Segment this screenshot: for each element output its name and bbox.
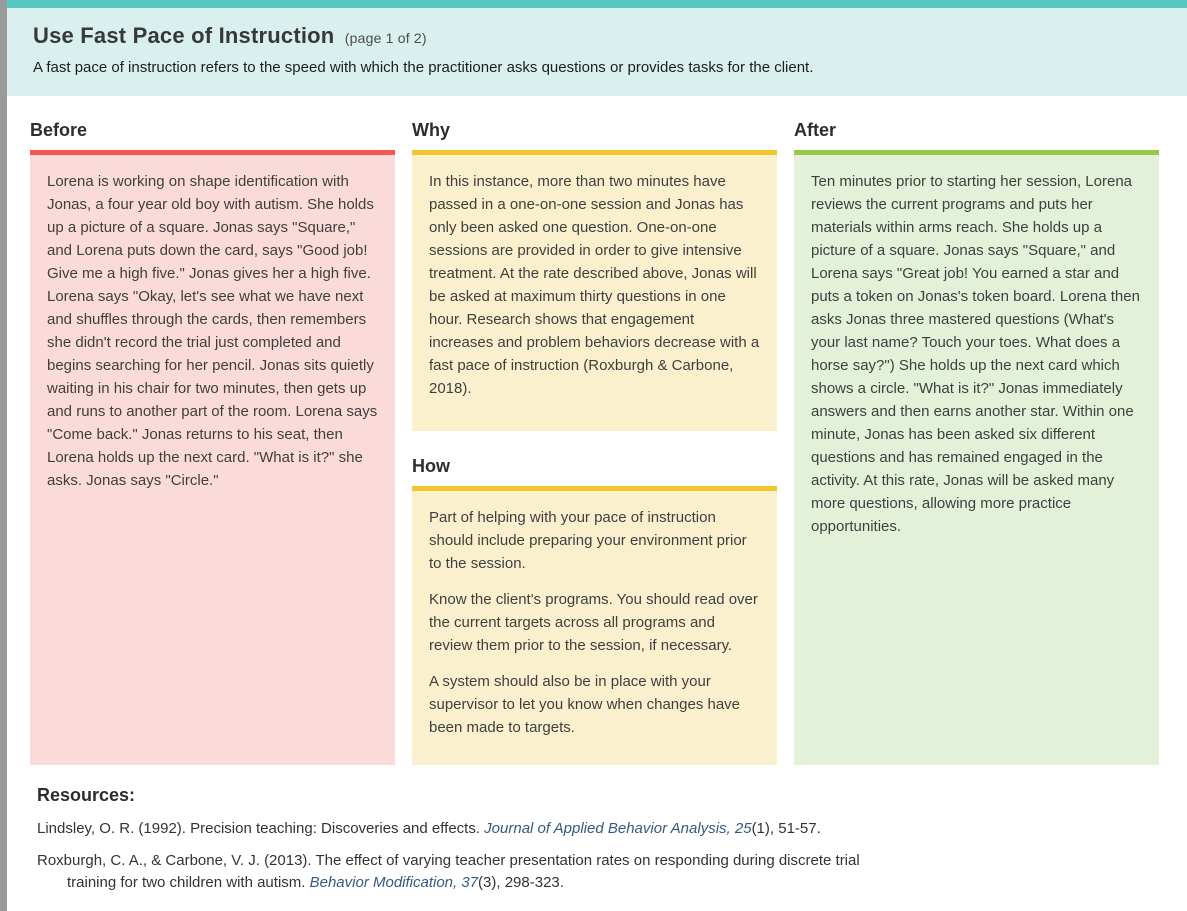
citation-journal: Behavior Modification, 37 — [309, 874, 479, 891]
citation — [37, 850, 885, 894]
why-heading: Why — [412, 120, 450, 140]
page-subtitle: A fast pace of instruction refers to the speed with which the practitioner asks questions or provides tasks for the client. — [33, 59, 814, 76]
page-indicator: (page 1 of 2) — [344, 30, 427, 46]
page-title: Use Fast Pace of Instruction — [33, 23, 335, 48]
page-header — [7, 8, 1187, 96]
before-text: Lorena is working on shape identification with Jonas, a four year old boy with autism. She holds up a picture of a square. Jonas says "Square," and Lorena puts down the card, says "Good job! Give me a high five." Jonas gives her a high five. Lorena says "Okay, let's see what we have next and shuffles through the cards, then remembers she didn't record the trial just completed and begins searching for her pencil. Jonas sits quietly waiting in his chair for two minutes, then gets up and runs to another part of the room. Lorena says "Come back." Jonas returns to his seat, then Lorena holds up the next card. "What is it?" she asks. Jonas says "Circle." — [47, 173, 378, 489]
middle-column — [412, 120, 777, 765]
after-section — [794, 120, 1159, 765]
why-card — [412, 150, 777, 431]
citation — [37, 818, 885, 840]
how-section — [412, 456, 777, 765]
before-section — [30, 120, 395, 765]
after-heading: After — [794, 120, 837, 140]
top-accent-bar — [7, 0, 1187, 8]
citation-pages: (1), 51-57. — [751, 820, 821, 837]
why-section — [412, 120, 777, 431]
how-paragraph: Know the client's programs. You should read over the current targets across all programs and review them prior to the session, if necessary. — [429, 591, 758, 654]
three-column-layout — [30, 120, 1159, 765]
citation-text: Lindsley, O. R. (1992). Precision teaching: Discoveries and effects. — [37, 820, 485, 837]
citation-journal: Journal of Applied Behavior Analysis, 25 — [484, 820, 752, 837]
resources-section — [37, 785, 1159, 894]
before-heading: Before — [30, 120, 88, 140]
after-text: Ten minutes prior to starting her session, Lorena reviews the current programs and puts her materials within arms reach. She holds up a picture of a square. Jonas says "Square," and Lorena says "Great job! You earned a star and puts a token on Jonas's token board. Lorena then asks Jonas three mastered questions (What's your last name? Touch your toes. What does a horse say?") She holds up the next card which shows a circle. "What is it?" Jonas immediately answers and then earns another star. Within one minute, Jonas has been asked six different questions and has remained engaged in the activity. At this rate, Jonas will be asked many more questions, allowing more practice opportunities. — [811, 173, 1140, 535]
how-paragraph: Part of helping with your pace of instruction should include preparing your environment prior to the session. — [429, 509, 747, 572]
how-heading: How — [412, 456, 450, 476]
citation-text: Roxburgh, C. A., & Carbone, V. J. (2013). The effect of varying teacher presentation rates on responding during discrete trial training for two children with autism. — [37, 852, 860, 891]
page-title-row — [33, 23, 1157, 49]
citation-pages: (3), 298-323. — [478, 874, 564, 891]
before-card — [30, 150, 395, 765]
main-area — [7, 0, 1187, 894]
how-paragraph: A system should also be in place with your supervisor to let you know when changes have been made to targets. — [429, 673, 741, 736]
window-left-edge — [0, 0, 7, 911]
resources-heading: Resources: — [37, 785, 136, 805]
after-card — [794, 150, 1159, 765]
how-card — [412, 486, 777, 765]
why-text: In this instance, more than two minutes have passed in a one-on-one session and Jonas has only been asked one question. One-on-one sessions are provided in order to give intensive treatment. At the rate described above, Jonas will be asked at maximum thirty questions in one hour. Research shows that engagement increases and problem behaviors decrease with a fast pace of instruction (Roxburgh & Carbone, 2018). — [429, 173, 760, 397]
